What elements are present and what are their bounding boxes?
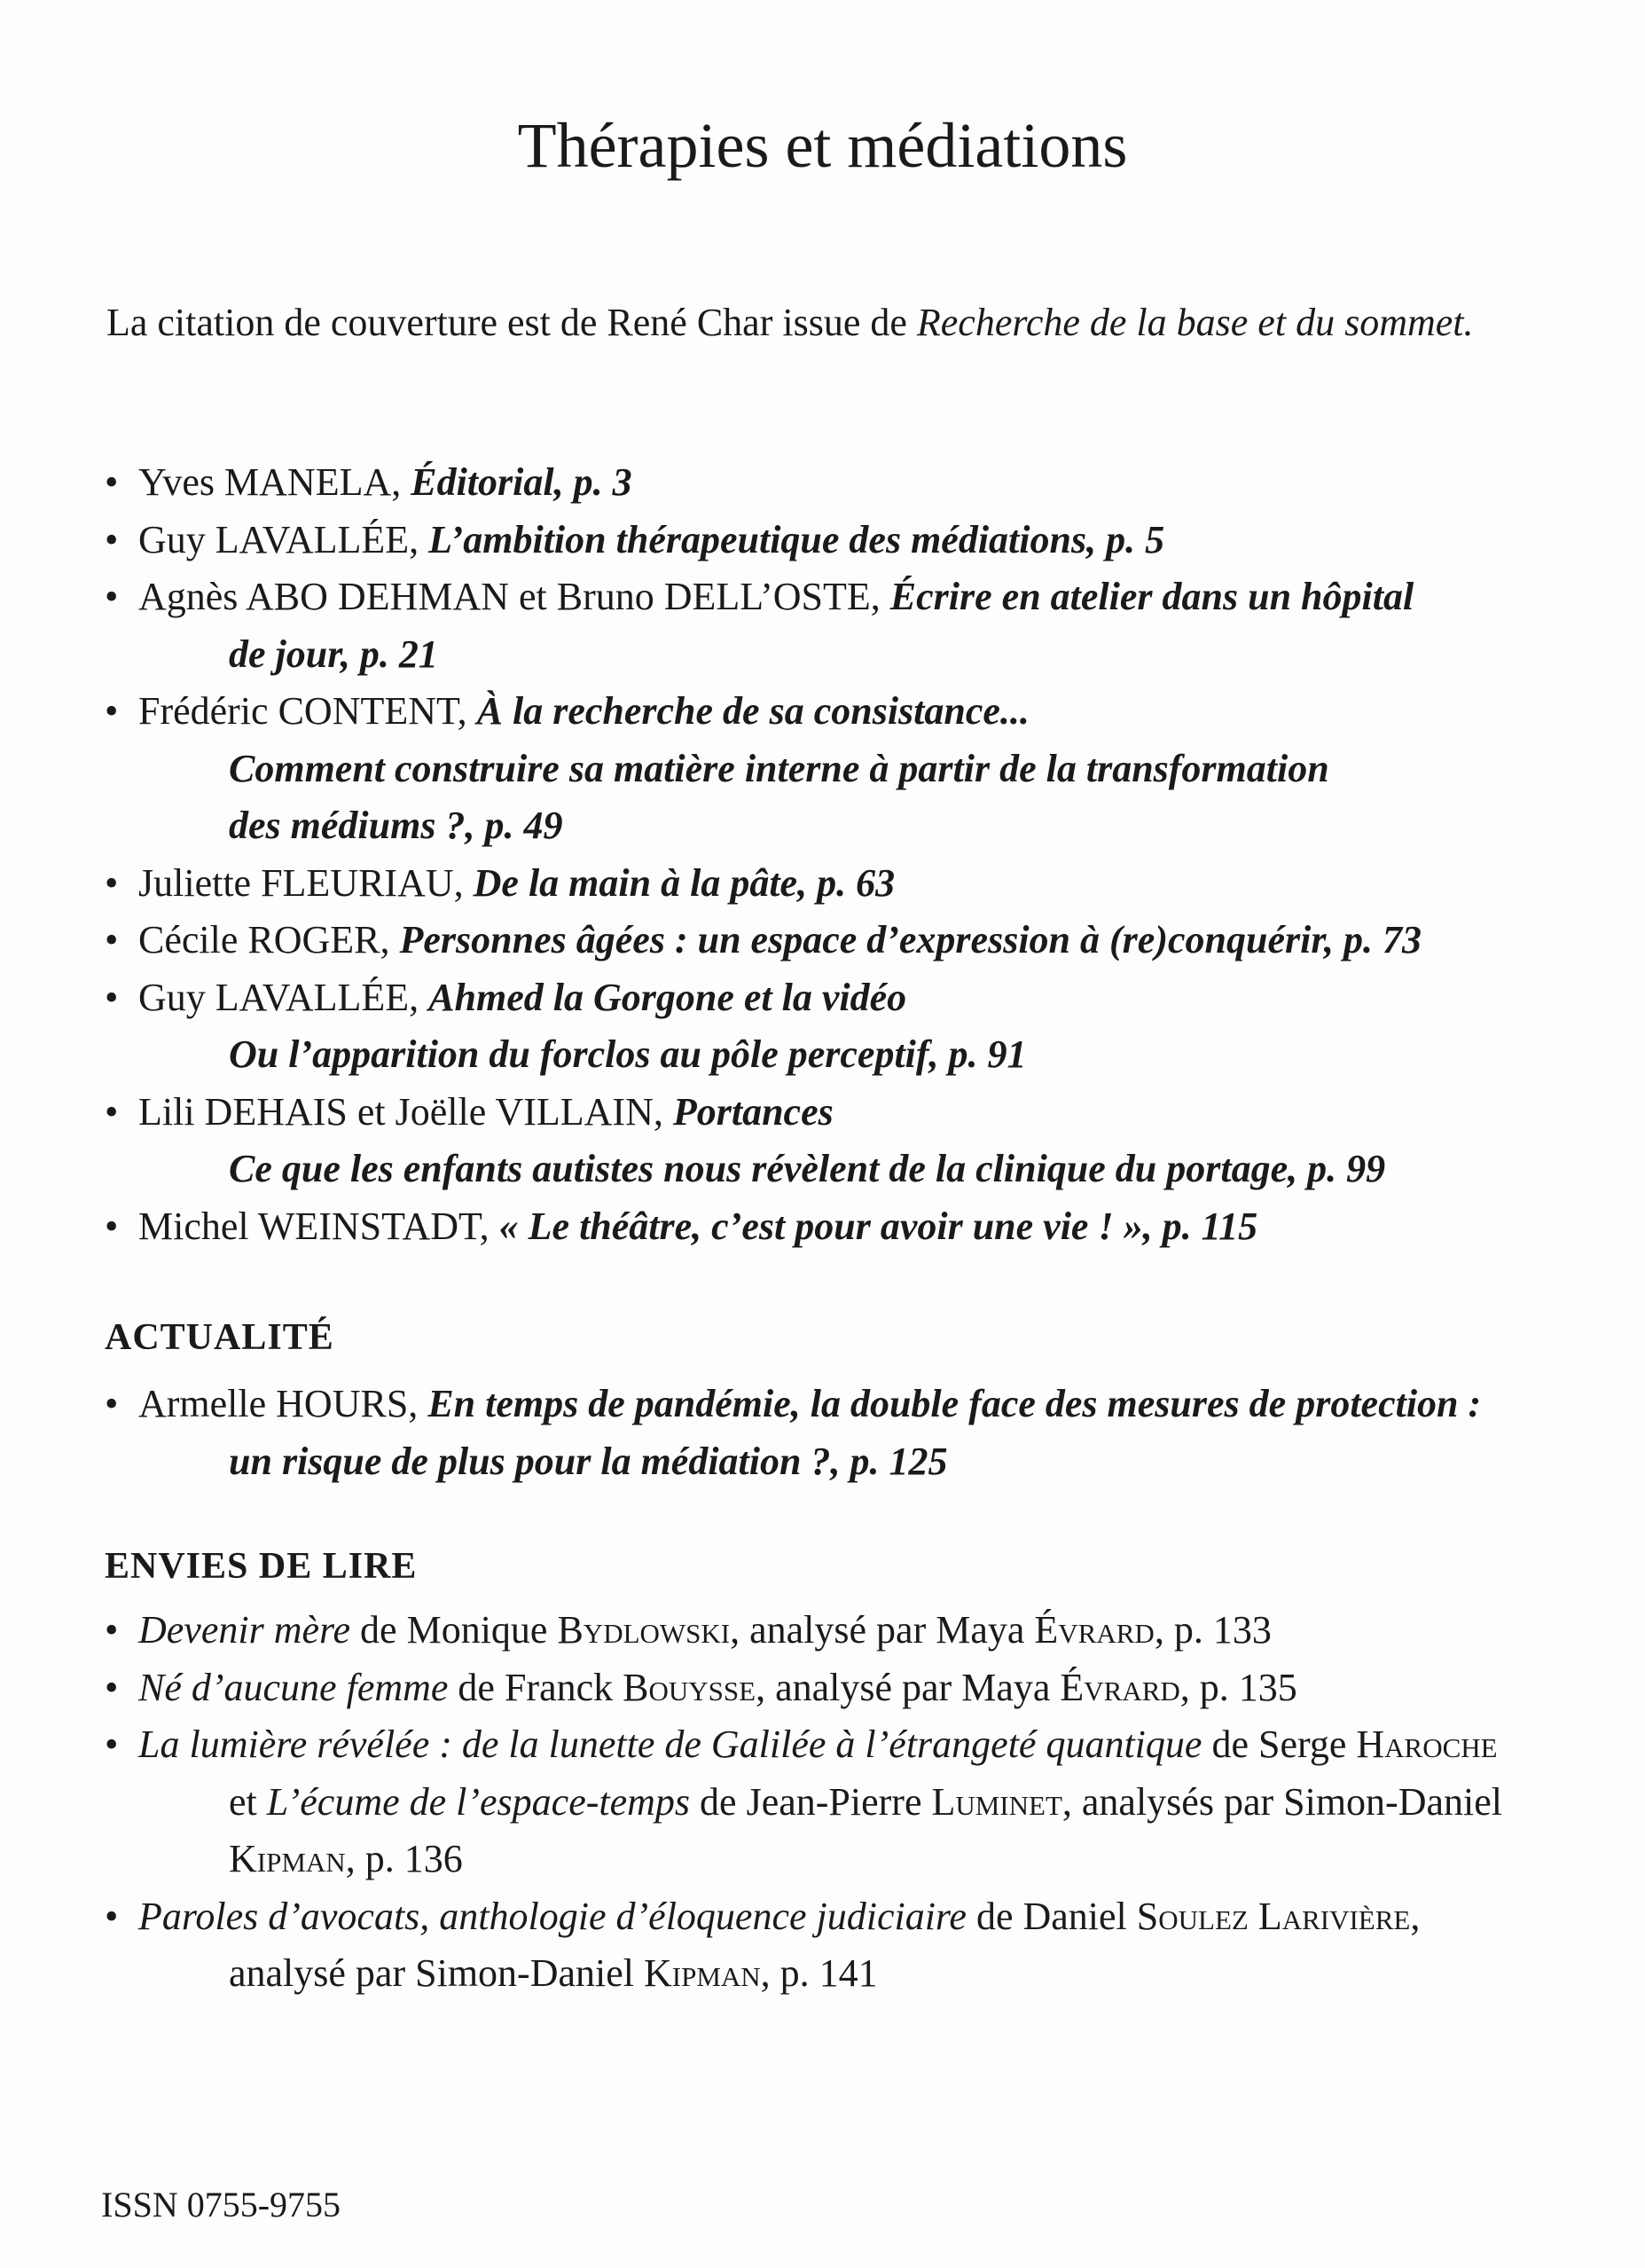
person-surname: Kipman [643, 1951, 761, 1995]
person-surname: Haroche [1356, 1723, 1498, 1766]
list-item [105, 1084, 1630, 1198]
entry-first-line [138, 855, 1630, 913]
entry-first-line [138, 1084, 1630, 1142]
bullet-icon: • [105, 1723, 119, 1766]
entry-title: En temps de pandémie, la double face des mesures de protection : [427, 1382, 1482, 1425]
entry-title: « Le théâtre, c’est pour avoir une vie ! », p. 115 [498, 1204, 1258, 1248]
review-text: , p. 133 [1154, 1608, 1272, 1652]
page-title: Thérapies et médiations [517, 110, 1128, 181]
review-continued-line [138, 1831, 1630, 1888]
list-item [105, 454, 1630, 512]
entry-title: Personnes âgées : un espace d’expression à (re)conquérir, p. 73 [399, 918, 1422, 961]
entry-title: Portances [672, 1089, 834, 1134]
person-surname: Bydlowski [557, 1608, 731, 1652]
review-text: de Serge [1202, 1723, 1357, 1766]
review-first-line [138, 1716, 1630, 1774]
book-title: L’écume de l’espace-temps [266, 1779, 691, 1824]
list-item [105, 855, 1630, 913]
entry-author: Guy LAVALLÉE, [138, 517, 429, 561]
bullet-icon: • [105, 1894, 119, 1938]
list-item [105, 969, 1630, 1084]
review-item [105, 1660, 1630, 1717]
bullet-icon: • [105, 517, 119, 561]
review-text: de Jean-Pierre [690, 1779, 932, 1824]
issn: ISSN 0755-9755 [101, 2185, 341, 2225]
entry-author: Michel WEINSTADT, [138, 1204, 499, 1248]
entry-title: Ahmed la Gorgone et la vidéo [428, 975, 907, 1019]
cover-note-work: Recherche de la base et du sommet. [916, 301, 1474, 344]
bullet-icon: • [105, 1665, 119, 1709]
review-text: de Daniel [966, 1894, 1137, 1938]
person-surname: Évrard [1034, 1608, 1155, 1652]
person-surname: Kipman [229, 1837, 346, 1880]
review-text: analysé par Simon-Daniel [229, 1951, 644, 1995]
bullet-icon: • [105, 860, 119, 905]
entry-title-continued: de jour, p. 21 [229, 632, 438, 676]
review-text: , analysé par Maya [756, 1665, 1061, 1709]
list-item [105, 1198, 1630, 1256]
bullet-icon: • [105, 1089, 119, 1134]
entry-author: Armelle HOURS, [138, 1382, 428, 1425]
review-text: , p. 141 [760, 1951, 878, 1995]
review-text: , analysé par Maya [730, 1608, 1035, 1652]
entry-title-continued: un risque de plus pour la médiation ?, p. 125 [229, 1439, 948, 1483]
entry-title-continued: Comment construire sa matière interne à partir de la transformation [229, 746, 1329, 790]
entry-first-line [138, 512, 1630, 569]
cover-citation-note [106, 300, 1614, 347]
book-title: Devenir mère [138, 1608, 351, 1652]
section-heading-actualite: ACTUALITÉ [105, 1317, 334, 1358]
list-item [105, 569, 1630, 683]
entry-title: De la main à la pâte, p. 63 [473, 860, 896, 905]
review-first-line [138, 1888, 1630, 1946]
entry-author: Juliette FLEURIAU, [138, 860, 474, 905]
bullet-icon: • [105, 460, 119, 504]
review-item [105, 1888, 1630, 2003]
review-text: , [1410, 1894, 1421, 1938]
entry-title: Écrire en atelier dans un hôpital [889, 575, 1414, 618]
book-title: La lumière révélée : de la lunette de Galilée à l’étrangeté quantique [138, 1723, 1202, 1766]
entry-author: Yves MANELA, [138, 460, 411, 504]
review-text: , analysés par Simon-Daniel [1061, 1779, 1502, 1824]
bullet-icon: • [105, 1382, 119, 1425]
person-surname: Évrard [1060, 1665, 1180, 1709]
list-item [105, 512, 1630, 569]
review-first-line [138, 1660, 1630, 1717]
entry-title: Éditorial, p. 3 [411, 460, 632, 504]
person-surname: Bouysse [623, 1665, 756, 1709]
bullet-icon: • [105, 575, 119, 618]
entry-title-continued: Ou l’apparition du forclos au pôle perceptif, p. 91 [229, 1032, 1027, 1076]
review-text: de Monique [350, 1608, 558, 1652]
entry-first-line [138, 912, 1630, 969]
review-continued-line [138, 1945, 1630, 2003]
bullet-icon: • [105, 918, 119, 961]
actualite-list [105, 1376, 1630, 1490]
review-text: et [229, 1779, 267, 1824]
entry-first-line [138, 454, 1630, 512]
review-first-line [138, 1602, 1630, 1660]
person-surname: Soulez Larivière [1136, 1894, 1411, 1938]
articles-list [105, 454, 1630, 1255]
list-item [105, 912, 1630, 969]
entry-first-line [138, 569, 1630, 626]
bullet-icon: • [105, 975, 119, 1019]
entry-author: Lili DEHAIS et Joëlle VILLAIN, [138, 1089, 673, 1134]
review-text: de Franck [448, 1665, 623, 1709]
entry-first-line [138, 969, 1630, 1027]
cover-note-text: La citation de couverture est de René Char issue de [106, 301, 917, 344]
entry-author: Guy LAVALLÉE, [138, 975, 429, 1019]
entry-title: L’ambition thérapeutique des médiations, p. 5 [428, 517, 1165, 561]
review-continued-line [138, 1774, 1630, 1832]
review-item [105, 1602, 1630, 1660]
entry-first-line [138, 683, 1630, 741]
list-item [105, 683, 1630, 855]
book-title: Paroles d’avocats, anthologie d’éloquence judiciaire [138, 1894, 967, 1938]
bullet-icon: • [105, 1608, 119, 1652]
bullet-icon: • [105, 1204, 119, 1248]
entry-author: Agnès ABO DEHMAN et Bruno DELL’OSTE, [138, 575, 890, 618]
review-item [105, 1716, 1630, 1888]
list-item [105, 1376, 1630, 1490]
entry-title: À la recherche de sa consistance... [476, 689, 1030, 733]
entry-first-line [138, 1198, 1630, 1256]
entry-first-line [138, 1376, 1630, 1433]
review-text: , p. 135 [1179, 1665, 1297, 1709]
entry-title-continued: des médiums ?, p. 49 [229, 804, 563, 847]
bullet-icon: • [105, 689, 119, 733]
entry-author: Cécile ROGER, [138, 918, 400, 961]
envies-de-lire-list [105, 1602, 1630, 2003]
book-title: Né d’aucune femme [138, 1665, 449, 1709]
entry-title-continued: Ce que les enfants autistes nous révèlent de la clinique du portage, p. 99 [229, 1147, 1386, 1190]
review-text: , p. 136 [345, 1837, 463, 1880]
person-surname: Luminet [931, 1779, 1062, 1824]
section-heading-envies-de-lire: ENVIES DE LIRE [105, 1546, 418, 1587]
entry-author: Frédéric CONTENT, [138, 689, 477, 733]
